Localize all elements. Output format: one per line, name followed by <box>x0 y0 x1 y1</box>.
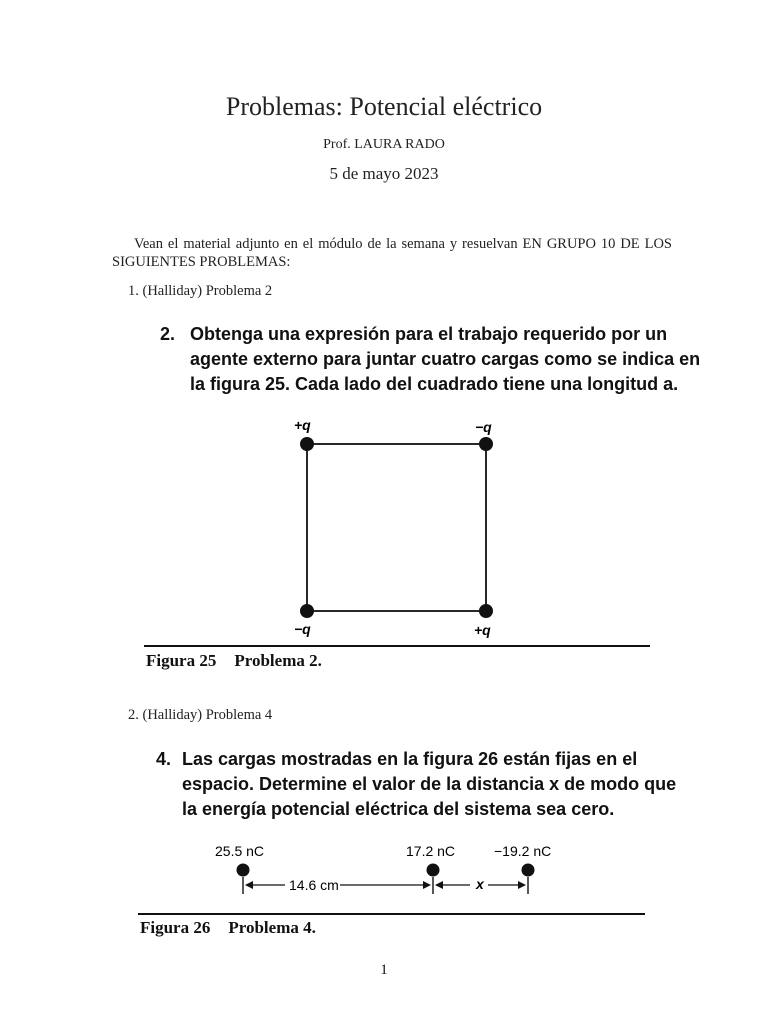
arrow-right-head <box>423 881 431 889</box>
distance-label: 14.6 cm <box>289 877 339 893</box>
caption-text: Problema 2. <box>234 651 322 670</box>
charge-top-left <box>300 437 314 451</box>
caption-label: Figura 26 <box>140 918 211 937</box>
caption-text: Problema 4. <box>228 918 316 937</box>
author: Prof. LAURA RADO <box>323 137 445 152</box>
arrow-x-left-head <box>435 881 443 889</box>
label-top-left: +q <box>294 417 311 433</box>
list-item-2: 2. (Halliday) Problema 4 <box>128 707 273 723</box>
problem-line: la energía potencial eléctrica del sistema sea cero. <box>182 799 615 819</box>
figure-25-caption <box>146 651 322 671</box>
problem-number: 4. <box>156 749 172 769</box>
problem-line: agente externo para juntar cuatro cargas como se indica en <box>190 349 701 369</box>
figure-26-rule <box>138 913 645 915</box>
problem-4-statement <box>156 747 676 822</box>
problem-line: Obtenga una expresión para el trabajo requerido por un <box>190 324 668 344</box>
figure-26-caption <box>140 918 316 938</box>
date: 5 de mayo 2023 <box>329 164 439 183</box>
figure-25-rule <box>144 645 650 647</box>
charge-3 <box>522 864 535 877</box>
charge-label-3: −19.2 nC <box>494 843 552 859</box>
label-bottom-right: +q <box>474 622 491 638</box>
problem-number: 2. <box>160 324 176 344</box>
charge-1 <box>237 864 250 877</box>
problem-line: Las cargas mostradas en la figura 26 están fijas en el <box>182 749 638 769</box>
charge-label-1: 25.5 nC <box>215 843 265 859</box>
charge-label-2: 17.2 nC <box>406 843 456 859</box>
problem-line: la figura 25. Cada lado del cuadrado tiene una longitud a. <box>190 374 679 394</box>
intro-paragraph: Vean el material adjunto en el módulo de la semana y resuelvan EN GRUPO 10 DE LOS SIGUIENTES PROBLEMAS: <box>112 236 672 270</box>
problem-2-statement <box>160 322 700 397</box>
label-top-right: −q <box>475 419 492 435</box>
charge-top-right <box>479 437 493 451</box>
caption-label: Figura 25 <box>146 651 217 670</box>
unknown-label: x <box>476 876 484 892</box>
square-outline <box>307 444 486 611</box>
document-title: Problemas: Potencial eléctrico <box>225 92 543 121</box>
page-number: 1 <box>380 962 388 978</box>
problem-line: espacio. Determine el valor de la distancia x de modo que <box>182 774 677 794</box>
label-bottom-left: −q <box>294 621 311 637</box>
charge-2 <box>427 864 440 877</box>
arrow-left-head <box>245 881 253 889</box>
arrow-x-right-head <box>518 881 526 889</box>
charge-bottom-right <box>479 604 493 618</box>
charge-bottom-left <box>300 604 314 618</box>
list-item-1: 1. (Halliday) Problema 2 <box>128 283 273 299</box>
